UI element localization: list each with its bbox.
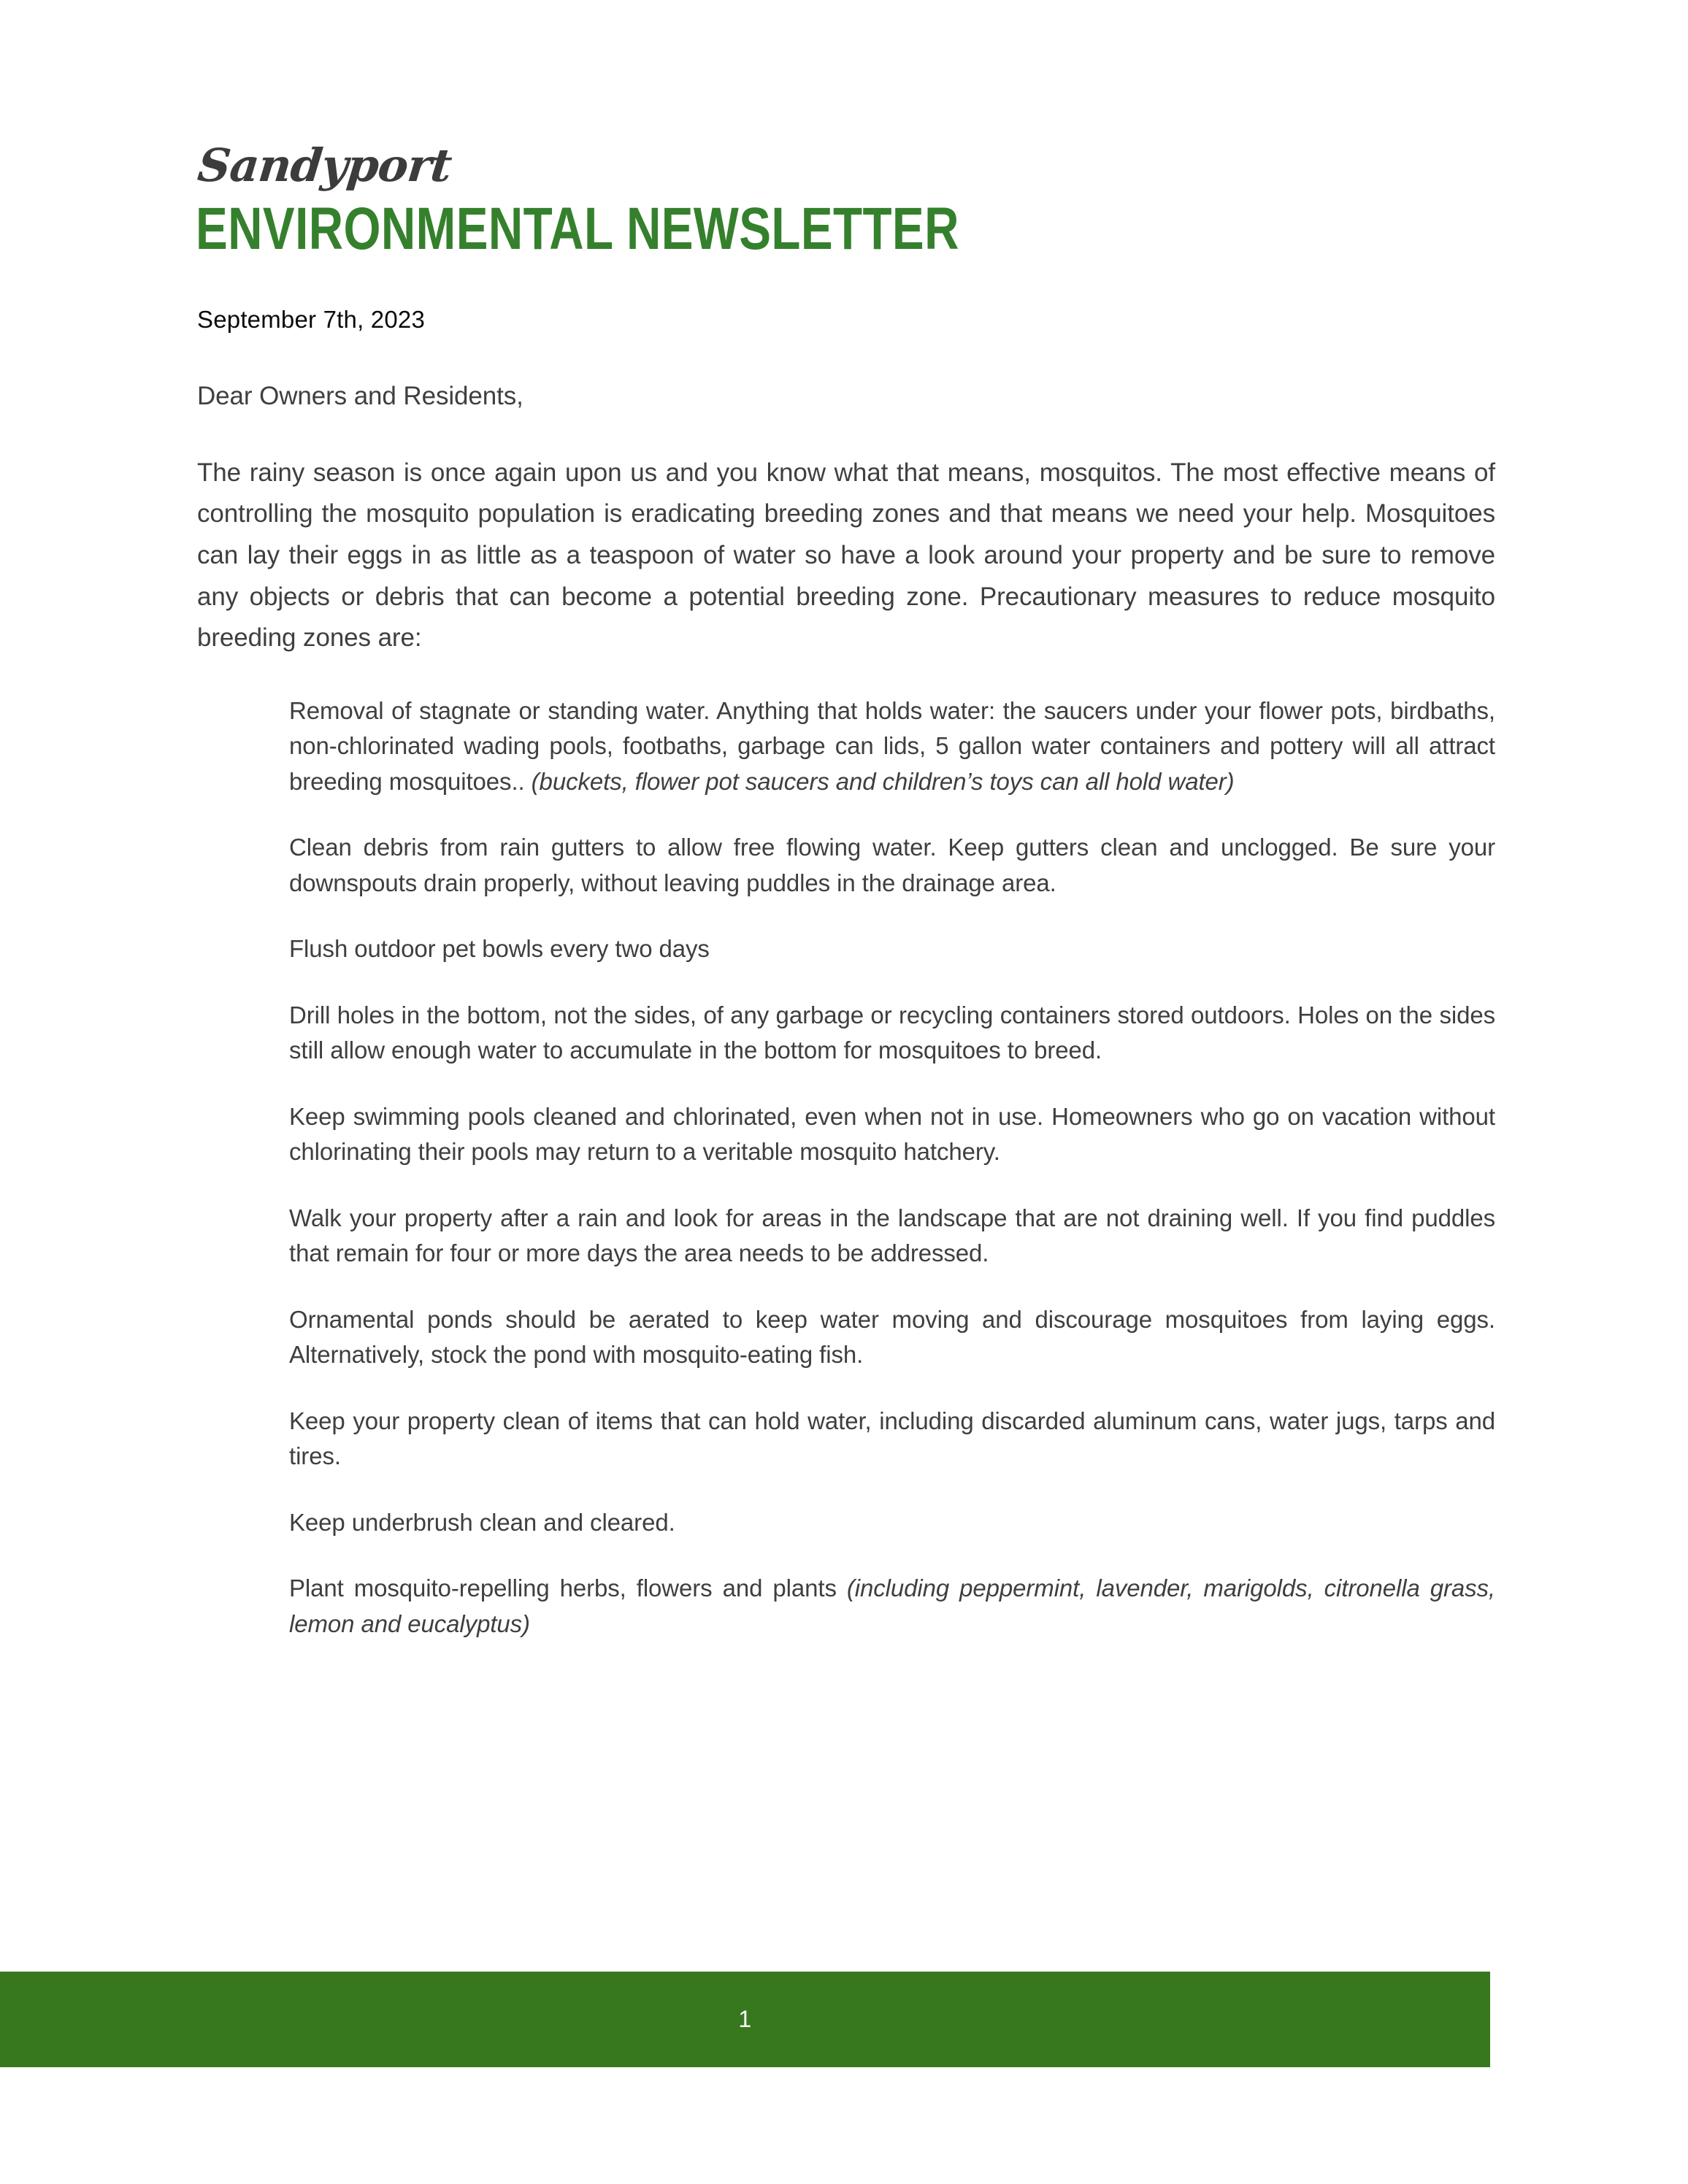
list-item [289, 830, 1495, 901]
list-item-text: Keep underbrush clean and cleared. [289, 1508, 675, 1536]
footer-bar [0, 1972, 1490, 2067]
brand-script-wordmark: Sandyport [195, 139, 454, 192]
list-item-text: Drill holes in the bottom, not the sides, of any garbage or recycling containers stored outdoors. Holes on the sides still allow enough water to accumulate in the bottom for mosquitoes to breed. [289, 1001, 1495, 1064]
list-item-note: (buckets, flower pot saucers and children’s toys can all hold water) [531, 767, 1235, 795]
list-item-text: Removal of stagnate or standing water. Anything that holds water: the saucers under your flower pots, birdbaths, non-chlorinated wading pools, footbaths, garbage can lids, 5 gallon water containers and pottery will all attract breeding mosquitoes.. [289, 696, 1495, 795]
list-item [289, 1201, 1495, 1272]
body-column [197, 380, 1495, 1672]
list-item [289, 1302, 1495, 1373]
page-title: ENVIRONMENTAL NEWSLETTER [196, 196, 959, 262]
list-item-text: Flush outdoor pet bowls every two days [289, 935, 710, 963]
list-item [289, 1505, 1495, 1541]
footer-page-number: 1 [738, 2006, 752, 2032]
list-item-text: Clean debris from rain gutters to allow free flowing water. Keep gutters clean and unclogged. Be sure your downspouts drain properly, without leaving puddles in the drainage area. [289, 834, 1495, 896]
list-item [289, 693, 1495, 800]
salutation: Dear Owners and Residents, [197, 382, 523, 410]
list-item [289, 1404, 1495, 1474]
intro-paragraph: The rainy season is once again upon us and you know what that means, mosquitos. The most effective means of controlling the mosquito population is eradicating breeding zones and that means we need your help. Mosquitoes can lay their eggs in as little as a teaspoon of water so have a look around your property and be sure to remove any objects or debris that can become a potential breeding zone. Precautionary measures to reduce mosquito breeding zones are: [197, 458, 1495, 653]
list-item [289, 1099, 1495, 1170]
precaution-tips-list [289, 693, 1495, 1642]
list-item-text: Ornamental ponds should be aerated to keep water moving and discourage mosquitoes from laying eggs. Alternatively, stock the pond with mosquito-eating fish. [289, 1305, 1495, 1369]
document-date: September 7th, 2023 [197, 306, 426, 333]
list-item [289, 998, 1495, 1069]
list-item-note: (including peppermint, lavender, marigolds, citronella grass, lemon and eucalyptus) [289, 1574, 1495, 1637]
list-item-text: Keep swimming pools cleaned and chlorinated, even when not in use. Homeowners who go on vacation without chlorinating their pools may return to a veritable mosquito hatchery. [289, 1102, 1495, 1166]
list-item-text: Keep your property clean of items that can hold water, including discarded aluminum cans, water jugs, tarps and tires. [289, 1407, 1495, 1470]
list-item [289, 931, 1495, 967]
masthead [195, 139, 1495, 262]
list-item [289, 1571, 1495, 1642]
list-item-text: Walk your property after a rain and look for areas in the landscape that are not draining well. If you find puddles that remain for four or more days the area needs to be addressed. [289, 1204, 1495, 1267]
list-item-text: Plant mosquito-repelling herbs, flowers and plants [289, 1574, 847, 1602]
